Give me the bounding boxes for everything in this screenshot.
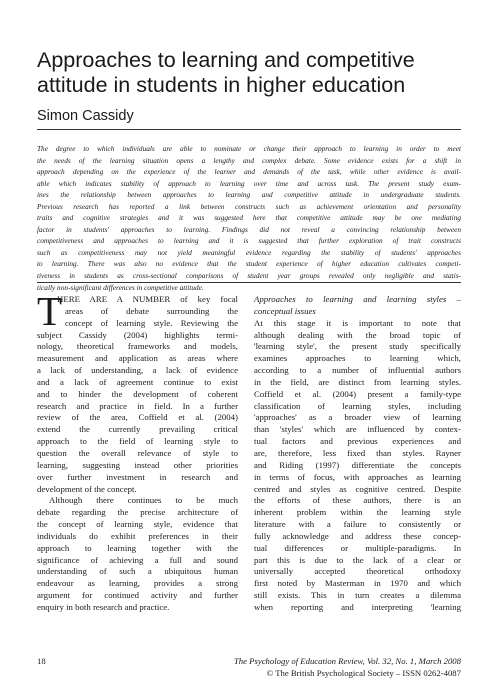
- top-divider: [37, 129, 461, 130]
- body-text-line: At this stage it is important to note that: [254, 317, 461, 328]
- body-text-line: part this is due to the lack of a clear or: [254, 554, 461, 565]
- body-text-line: a lack of understanding, a lack of evidence: [37, 365, 238, 376]
- body-column-right: [254, 294, 461, 614]
- body-column-left: [37, 288, 238, 614]
- journal-citation: [200, 656, 461, 679]
- body-text-line: although dealing with the broad topic of: [254, 329, 461, 340]
- abstract-line: tiveness in students as cross-sectional comparisons of student year groups revealed only negligible and statis-: [37, 271, 461, 281]
- body-text-line: literature with a failure to consistently or: [254, 519, 461, 530]
- article-title: [37, 48, 457, 98]
- body-text-line: the efforts of these authors, there is an: [254, 495, 461, 506]
- body-text-line: question the overall relevance of style to: [37, 447, 238, 458]
- body-text-line: research and practice in field. In a further: [37, 400, 238, 411]
- body-text-line: extend the currently prevailing critical: [37, 424, 238, 435]
- body-text-line: universally accepted theoretical orthodoxy: [254, 566, 461, 577]
- body-text-line: the concept of learning style, evidence that: [37, 519, 238, 530]
- body-text-line: enquiry in both research and practice.: [37, 601, 170, 612]
- body-text-line: learning, suggesting instead other priorities: [37, 459, 238, 470]
- abstract-line: the needs of the learning situation opens a lengthy and complex debate. Some evidence exists for a shift in: [37, 155, 461, 165]
- drop-cap: T: [37, 288, 63, 334]
- body-text-line: classification of learning styles, including: [254, 400, 461, 411]
- body-text-line: areas of debate surrounding the: [65, 305, 238, 316]
- body-text-line: approach to the field of learning style to: [37, 436, 238, 447]
- body-text-line: when reporting and interpreting 'learning: [254, 601, 461, 612]
- copyright-notice: © The British Psychological Society – ISSN 0262-4087: [266, 667, 461, 678]
- body-text-line: are, therefore, less fixed than styles. Rayner: [254, 447, 461, 458]
- body-text-line: over further investment in research and: [37, 471, 238, 482]
- body-text-line: concept of learning style. Reviewing the: [65, 317, 238, 328]
- abstract-line: to learning. There was also no evidence that the student experience of higher education cultivates competi-: [37, 259, 461, 269]
- abstract-line: ines the relationship between approaches to learning and competitive attitude in undergraduate students.: [37, 190, 461, 200]
- body-text-line: in terms of focus, with approaches as learning: [254, 471, 461, 482]
- body-text-line: Although there continues to be much: [49, 495, 238, 506]
- section-heading: Approaches to learning and learning styles –: [254, 294, 461, 304]
- abstract-divider: [37, 282, 461, 283]
- body-text-line: examines approaches to learning which,: [254, 353, 461, 364]
- body-text-line: argument for continued activity and further: [37, 590, 238, 601]
- author-name: Simon Cassidy: [37, 108, 134, 124]
- body-text-line: than 'styles' which are influenced by contex-: [254, 424, 461, 435]
- abstract-line: Previous research has reported a link between constructs such as achievement orientation and personality: [37, 201, 461, 211]
- body-text-line: Coffield et al. (2004) present a family-type: [254, 388, 461, 399]
- abstract-line: traits and cognitive strategies and it was suggested here that competitive attitude may be one mediating: [37, 213, 461, 223]
- body-text-line: approach to learning together with the: [37, 542, 238, 553]
- body-text-line: endeavour as learning, provides a strong: [37, 578, 238, 589]
- body-text-line: according to a number of influential authors: [254, 365, 461, 376]
- journal-name: The Psychology of Education Review, Vol. 32, No. 1, March 2008: [233, 656, 461, 666]
- abstract-line: able which indicates stability of approach to learning over time and across task. The present study exam-: [37, 178, 461, 188]
- body-text-line: individuals do exhibit preferences in their: [37, 530, 238, 541]
- body-text-line: and to hinder the development of coherent: [37, 388, 238, 399]
- body-text-line: subject Cassidy (2004) highlights termi-: [37, 329, 238, 340]
- body-text-line: still exists. This in turn creates a dilemma: [254, 590, 461, 601]
- abstract-line: factor in students' approaches to learning. Findings did not reveal a convincing relationship between: [37, 224, 461, 234]
- body-text-line: measurement and application as areas where: [37, 353, 238, 364]
- abstract-line: The degree to which individuals are able to nominate or change their approach to learning in order to meet: [37, 144, 461, 153]
- body-text-line: centred and styles as cognitive centred. Despite: [254, 483, 461, 494]
- body-text-line: fully acknowledge and address these concep-: [254, 530, 461, 541]
- page-number: 18: [37, 656, 46, 666]
- body-text-line: debate regarding the precise architecture of: [37, 507, 238, 518]
- body-text-line: tual factors and previous experiences and: [254, 436, 461, 447]
- body-text-line: in the field, are distinct from learning styles.: [254, 376, 461, 387]
- abstract-line: tically non-significant differences in competitive attitude.: [37, 282, 204, 292]
- section-heading: conceptual issues: [254, 305, 316, 316]
- title-line: attitude in students in higher education: [37, 73, 406, 97]
- body-text-line: significance of achieving a full and sound: [37, 554, 238, 565]
- body-text-line: and Riding (1997) differentiate the concepts: [254, 459, 461, 470]
- body-text-line: 'learning style', the present study specifically: [254, 341, 461, 352]
- body-text-line: review of the area, Coffield et al. (2004): [37, 412, 238, 423]
- abstract-line: such as competitiveness may not yield meaningful evidence regarding the stability of students' approaches: [37, 247, 461, 257]
- abstract: [37, 143, 461, 293]
- body-text-line: development of the concept.: [37, 483, 137, 494]
- body-text-line: inherent problem within the learning style: [254, 507, 461, 518]
- abstract-line: approach depending on the experience of the learner and demands of the task, while other evidence is avail-: [37, 167, 461, 177]
- body-text-line: HERE ARE A NUMBER of key focal: [57, 294, 238, 304]
- abstract-line: competitiveness and approaches to learning and it is suggested that further exploration of trait constructs: [37, 236, 461, 246]
- body-text-line: first noted by Masterman in 1970 and which: [254, 578, 461, 589]
- body-text-line: nology, theoretical frameworks and models,: [37, 341, 238, 352]
- body-text-line: understanding of such a ubiquitous human: [37, 566, 238, 577]
- body-text-line: tual differences or multiple-paradigms. In: [254, 542, 461, 553]
- title-line: Approaches to learning and competitive: [37, 48, 415, 72]
- body-text-line: 'approaches' as a broader view of learning: [254, 412, 461, 423]
- body-text-line: and a lack of agreement continue to exist: [37, 376, 238, 387]
